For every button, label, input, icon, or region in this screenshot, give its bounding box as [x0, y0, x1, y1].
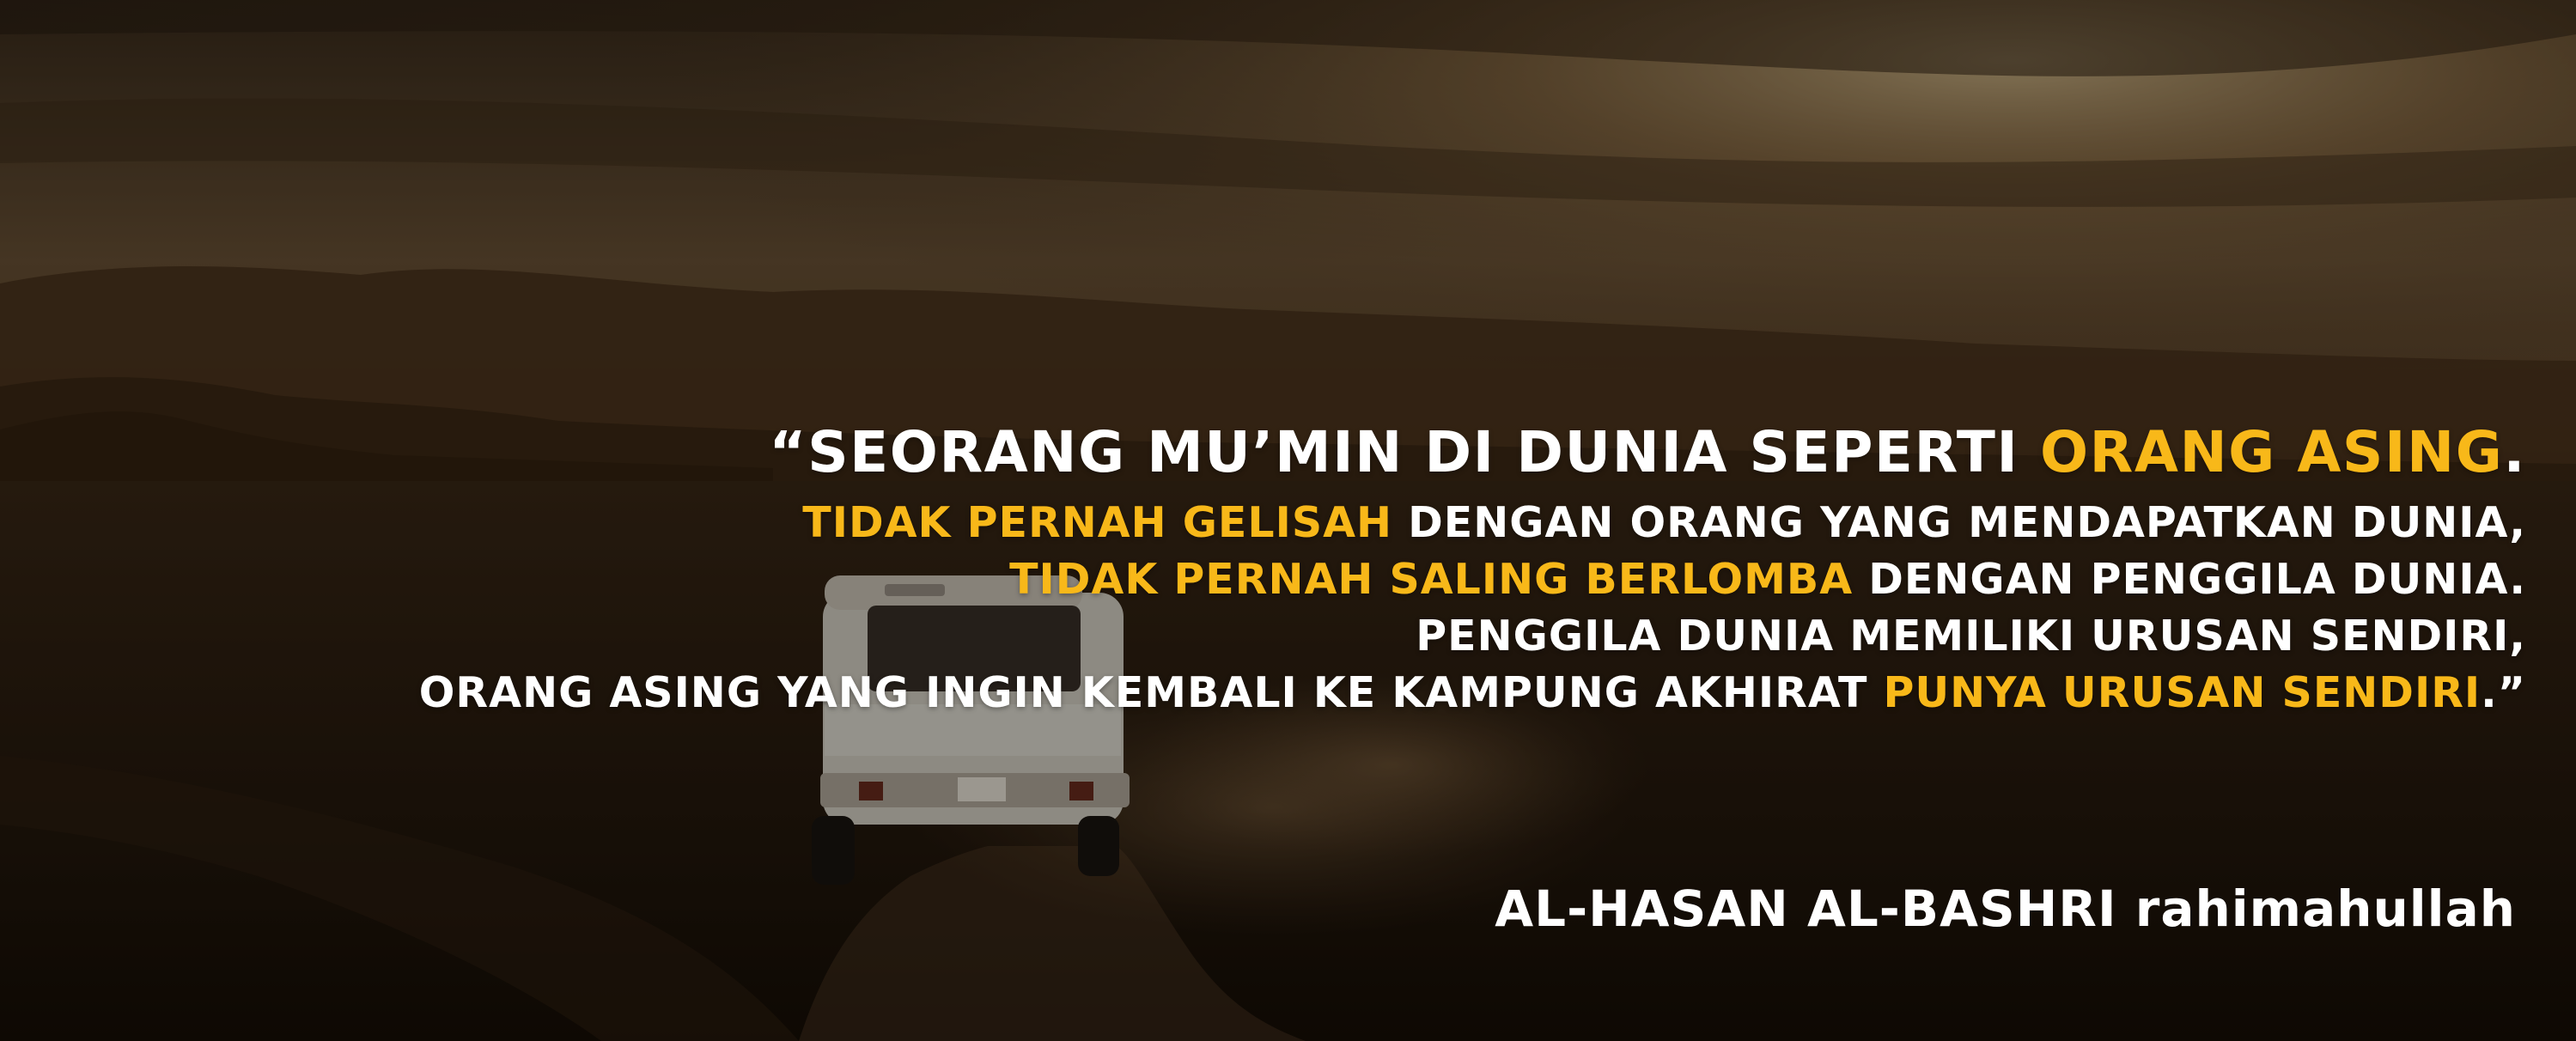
- quote-line-1: [207, 411, 2526, 495]
- quote-line-5-highlight: PUNYA URUSAN SENDIRI: [1883, 668, 2482, 717]
- quote-line-5-suffix: .”: [2481, 668, 2526, 717]
- quote-line-2-rest: DENGAN ORANG YANG MENDAPATKAN DUNIA,: [1392, 498, 2526, 547]
- quote-line-1-prefix: SEORANG MU’MIN DI DUNIA SEPERTI: [807, 419, 2040, 485]
- quote-line-3-rest: DENGAN PENGGILA DUNIA.: [1853, 555, 2526, 604]
- quote-line-5: [207, 665, 2526, 721]
- quote-line-4-text: PENGGILA DUNIA MEMILIKI URUSAN SENDIRI,: [1416, 612, 2526, 661]
- open-quote-mark: “: [769, 419, 808, 485]
- author-honorific: rahimahullah: [2134, 880, 2516, 938]
- author-name: AL-HASAN AL-BASHRI: [1495, 880, 2117, 938]
- quote-line-4: [207, 608, 2526, 665]
- quote-line-5-prefix: ORANG ASING YANG INGIN KEMBALI KE KAMPUNG AKHIRAT: [418, 668, 1884, 717]
- quote-line-2: [207, 495, 2526, 551]
- quote-line-3-highlight: TIDAK PERNAH SALING BERLOMBA: [1009, 555, 1854, 604]
- quote-line-1-suffix: .: [2503, 419, 2526, 485]
- quote-line-2-highlight: TIDAK PERNAH GELISAH: [802, 498, 1393, 547]
- quote-line-3: [207, 551, 2526, 608]
- quote-text: [207, 411, 2526, 721]
- quote-attribution: [1495, 874, 2516, 943]
- quote-line-1-highlight: ORANG ASING: [2039, 419, 2504, 485]
